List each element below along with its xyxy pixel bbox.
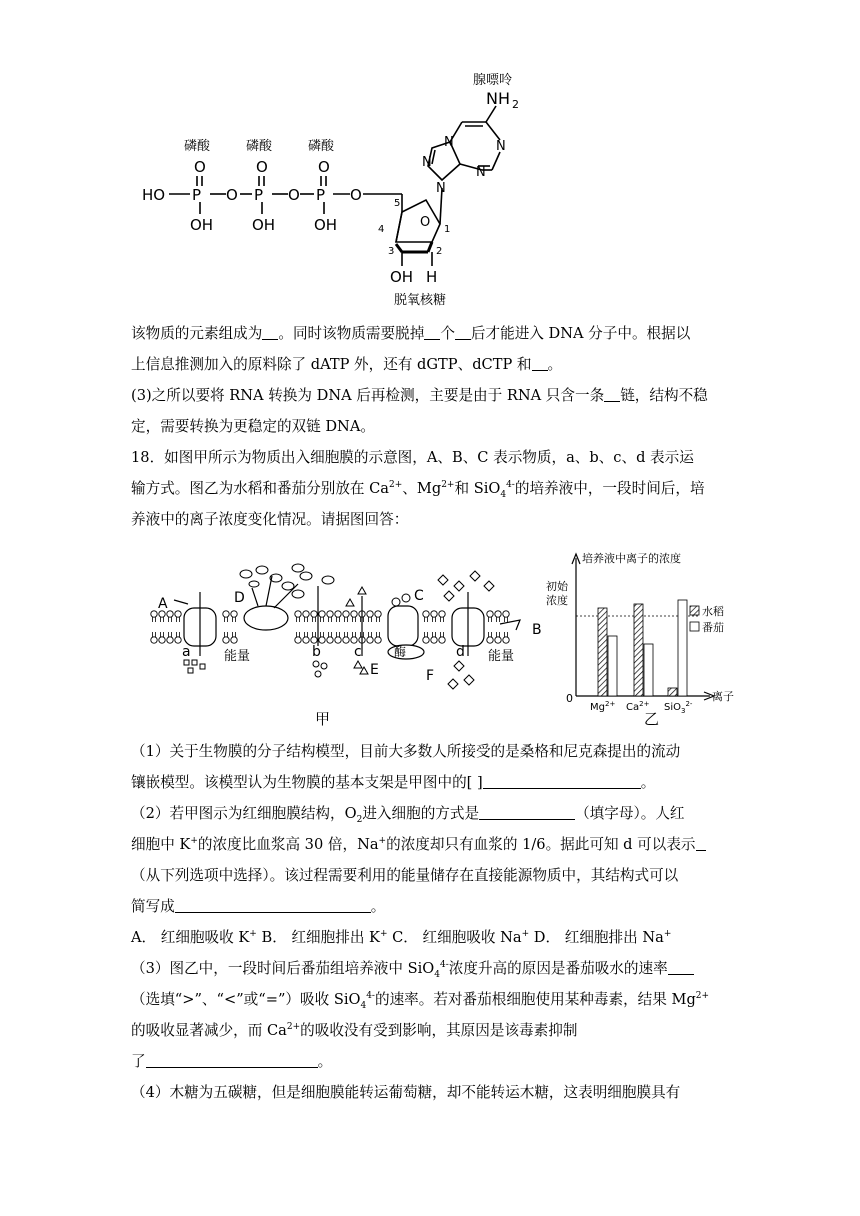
tick-label-ca: $Ca^{2+}$ bbox=[626, 700, 650, 713]
label-d-upper: D bbox=[234, 590, 245, 606]
energy-label-d: 能量 bbox=[488, 649, 515, 664]
oh-label: OH bbox=[390, 268, 414, 286]
label-f-upper: F bbox=[426, 668, 435, 684]
energy-label-a: 能量 bbox=[224, 649, 251, 664]
enzyme-label: 酶 bbox=[394, 645, 407, 659]
n-atom: N bbox=[496, 139, 506, 154]
chart-legend bbox=[690, 604, 724, 634]
bar-rice-1 bbox=[634, 604, 643, 696]
p-atom: P bbox=[316, 186, 326, 204]
lipid-head bbox=[487, 611, 493, 617]
tick-label-mg: $Mg^{2+}$ bbox=[590, 700, 616, 713]
lipid-head bbox=[319, 611, 325, 617]
lipid-head bbox=[343, 611, 349, 617]
lipid-head bbox=[503, 611, 509, 617]
label-e-upper: E bbox=[370, 662, 379, 678]
n-atom: N bbox=[436, 181, 446, 196]
o-atom: O bbox=[226, 186, 238, 204]
lipid-head bbox=[319, 637, 325, 643]
question-text-block-2: （1）关于生物膜的分子结构模型，目前大多数人所接受的是桑格和尼克森提出的流动 镶嵌模型。该模型认为生物膜的基本支架是甲图中的[ ] 。 （2）若甲图示为红细胞膜结构，$O_2$进入细胞的方式是 （填字母）。人红 细胞中 K+的浓度比血浆高 30 倍，Na+的浓度却只有血浆的 1/6。据此可知 d 可以表示 （从下列选项中选择）。该过程需要利用的能量储存在直接能源物质中，其结构式可以 简写成 。 A． 红细胞吸收 K+ B． 红细胞排出 K+ C． 红细胞吸收 Na+ D． 红细胞排出 Na+ （3）图乙中，一段时间后番茄组培养液中 SiO$_4^{4-}$浓度升高的原因是番茄吸水的速率 （选填“>”、“<”或“=”）吸收 SiO$_4^{4-}$的速率。若对番茄根细胞使用某种毒素，结果 $Mg^{2+}$ 的吸收显著减少，而 $Ca^{2+}$的吸收没有受到影响，其原因是该毒素抑制 了 。 （4）木糖为五碳糖，但是细胞膜能转运葡萄糖，却不能转运木糖，这表明细胞膜具有 bbox=[131, 743, 710, 1101]
ring-o-atom: O bbox=[420, 215, 431, 230]
label-c-lower: c bbox=[354, 644, 362, 660]
lipid-head bbox=[303, 637, 309, 643]
label-b-upper: B bbox=[532, 622, 542, 638]
o-atom: O bbox=[350, 186, 362, 204]
initial-concentration-label-2: 浓度 bbox=[546, 594, 568, 607]
lipid-head bbox=[367, 637, 373, 643]
nh2-label: NH bbox=[486, 89, 510, 108]
label-d-lower: d bbox=[456, 644, 465, 660]
lipid-head bbox=[303, 611, 309, 617]
lipid-head bbox=[495, 611, 501, 617]
o-atom: O bbox=[318, 158, 330, 176]
lipid-head bbox=[167, 611, 173, 617]
base-label: 腺嘌呤 bbox=[473, 73, 513, 88]
lipid-head bbox=[327, 637, 333, 643]
ho-label: HO bbox=[142, 186, 166, 204]
oh-label: OH bbox=[314, 216, 338, 234]
bar-tomato-0 bbox=[608, 636, 617, 696]
o-atom: O bbox=[288, 186, 300, 204]
ion-concentration-chart bbox=[546, 550, 750, 732]
lipid-head bbox=[367, 611, 373, 617]
o-atom: O bbox=[256, 158, 268, 176]
label-c-upper: C bbox=[414, 588, 424, 604]
bar-rice-0 bbox=[598, 608, 607, 696]
lipid-head bbox=[231, 637, 237, 643]
h-atom: H bbox=[426, 268, 438, 286]
lipid-head bbox=[151, 611, 157, 617]
lipid-head bbox=[175, 611, 181, 617]
y-axis-label: 培养液中离子的浓度 bbox=[582, 552, 681, 565]
figure-yi-caption: 乙 bbox=[644, 710, 660, 728]
nh2-subscript: 2 bbox=[512, 98, 519, 111]
lipid-head bbox=[167, 637, 173, 643]
carbon-5: 5 bbox=[394, 198, 401, 209]
label-a-lower: a bbox=[182, 644, 191, 660]
lipid-head bbox=[495, 637, 501, 643]
bar-tomato-2 bbox=[678, 600, 687, 696]
label-b-lower: b bbox=[312, 644, 321, 660]
lipid-head bbox=[327, 611, 333, 617]
lipid-head bbox=[351, 611, 357, 617]
lipid-head bbox=[335, 637, 341, 643]
o-atom: O bbox=[194, 158, 206, 176]
n-atom: N bbox=[476, 165, 486, 180]
phosphate-label: 磷酸 bbox=[246, 139, 273, 154]
bar-rice-2 bbox=[668, 688, 677, 696]
legend-tomato: 番茄 bbox=[702, 621, 724, 634]
oh-label: OH bbox=[190, 216, 214, 234]
lipid-head bbox=[295, 637, 301, 643]
lipid-head bbox=[223, 637, 229, 643]
n-atom: N bbox=[422, 155, 432, 170]
phosphate-label: 磷酸 bbox=[184, 139, 211, 154]
lipid-head bbox=[223, 611, 229, 617]
n-atom: N bbox=[444, 135, 454, 150]
lipid-head bbox=[423, 637, 429, 643]
question-text-block-1: 该物质的元素组成为 。同时该物质需要脱掉 个 后才能进入 DNA 分子中。根据以 上信息推测加入的原料除了 dATP 外，还有 dGTP、dCTP 和 。 (3)之所以要将 RNA 转换为 DNA 后再检测，主要是由于 RNA 只含一条 链，结构不稳 定，需要转换为更稳定的双链 DNA。 18．如图甲所示为物质出入细胞膜的示意图，A、B、C 表示物质，a、b、c、d 表示运 输方式。图乙为水稻和番茄分别放在 $Ca^{2+}$、$Mg^{2+}$和 SiO$_4^{4-}$的培养液中，一段时间后，培 养液中的离子浓度变化情况。请据图回答： bbox=[131, 325, 708, 528]
figure-jia-caption: 甲 bbox=[315, 710, 331, 728]
lipid-head bbox=[431, 611, 437, 617]
lipid-head bbox=[431, 637, 437, 643]
lipid-head bbox=[295, 611, 301, 617]
p-atom: P bbox=[254, 186, 264, 204]
carbon-2: 2 bbox=[436, 246, 443, 257]
carbon-3: 3 bbox=[388, 246, 395, 257]
x-axis-label: 离子 bbox=[712, 690, 734, 703]
lipid-head bbox=[231, 611, 237, 617]
sugar-label: 脱氧核糖 bbox=[394, 293, 447, 308]
lipid-head bbox=[487, 637, 493, 643]
lipid-head bbox=[423, 611, 429, 617]
initial-concentration-label-1: 初始 bbox=[546, 580, 568, 593]
lipid-head bbox=[151, 637, 157, 643]
phosphate-label: 磷酸 bbox=[308, 139, 335, 154]
lipid-head bbox=[375, 637, 381, 643]
p-atom: P bbox=[192, 186, 202, 204]
datp-structure bbox=[140, 66, 540, 314]
oh-label: OH bbox=[252, 216, 276, 234]
lipid-head bbox=[439, 637, 445, 643]
lipid-head bbox=[335, 611, 341, 617]
lipid-head bbox=[159, 637, 165, 643]
label-a-upper: A bbox=[158, 596, 168, 612]
lipid-head bbox=[343, 637, 349, 643]
carbon-1: 1 bbox=[444, 224, 451, 235]
lipid-head bbox=[503, 637, 509, 643]
lipid-head bbox=[175, 637, 181, 643]
carbon-4: 4 bbox=[378, 224, 385, 235]
lipid-head bbox=[351, 637, 357, 643]
origin-label: 0 bbox=[566, 692, 573, 705]
lipid-head bbox=[439, 611, 445, 617]
bar-tomato-1 bbox=[644, 644, 653, 696]
legend-rice: 水稻 bbox=[702, 605, 724, 618]
lipid-head bbox=[311, 611, 317, 617]
membrane-diagram bbox=[148, 556, 558, 732]
lipid-head bbox=[375, 611, 381, 617]
lipid-head bbox=[311, 637, 317, 643]
tick-label-si: SiO$_3^{2-}$ bbox=[664, 700, 693, 715]
